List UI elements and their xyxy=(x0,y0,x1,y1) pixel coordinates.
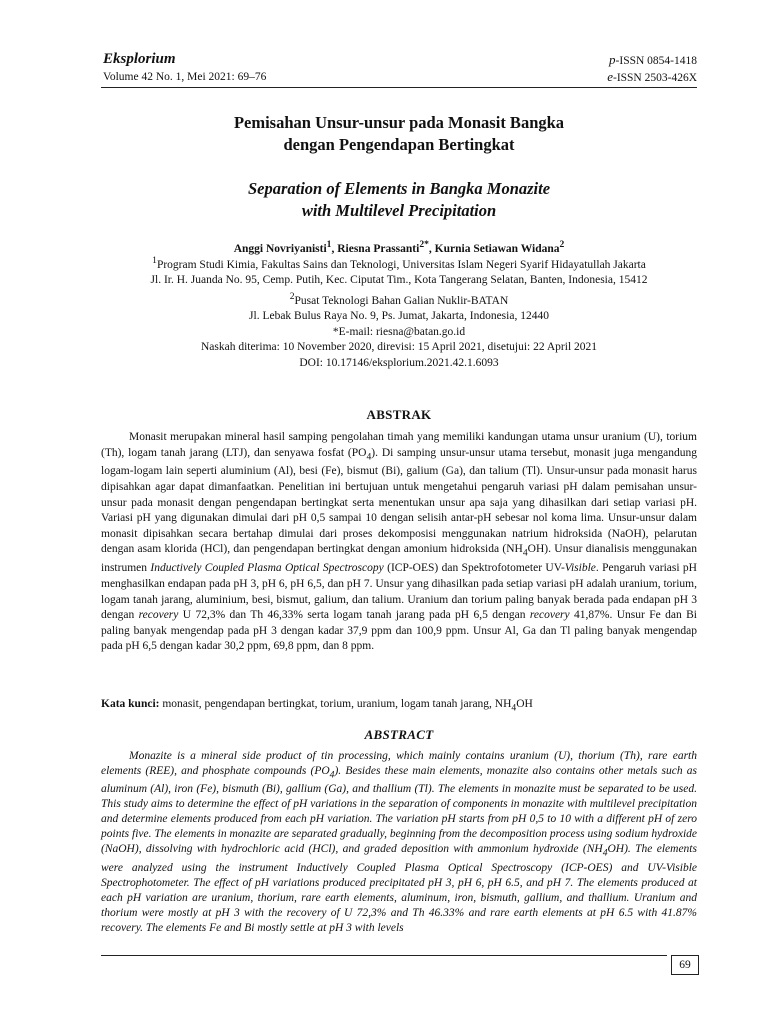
page-number: 69 xyxy=(671,955,699,975)
running-header-left xyxy=(103,50,266,85)
submission-dates xyxy=(101,339,697,371)
abstract-heading: ABSTRACT xyxy=(364,727,434,742)
affiliations: $^1$Program Studi Kimia, Fakultas Sains dan Teknologi, Universitas Islam Negeri Syarif Hidayatullah Jakarta Jl. Ir. H. Juanda No. 95, Cemp. Putih, Kec. Ciputat Tim., Kota Tangerang Selatan, Banten, Indonesia, 15412 $^2$Pusat Teknologi Bahan Galian Nuklir-BATAN Jl. Lebak Bulus Raya No. 9, Ps. Jumat, Jakarta, Indonesia, 12440 *E-mail: riesna@batan.go.id xyxy=(101,253,697,340)
received-dates: Naskah diterima: 10 November 2020, direvisi: 15 April 2021, disetujui: 22 April 2021 xyxy=(200,341,598,353)
keywords: Kata kunci: monasit, pengendapan bertingkat, torium, uranium, logam tanah jarang, $NH_4OH$ xyxy=(101,698,533,714)
print-issn: p-ISSN 0854-1418 xyxy=(609,52,697,67)
abstrak-heading: ABSTRAK xyxy=(366,407,432,422)
electronic-issn: e-ISSN 2503-426X xyxy=(607,69,697,84)
footer-rule xyxy=(101,955,667,956)
author-list: Anggi Novriyanisti$^1$, Riesna Prassanti$^{2*}$, Kurnia Setiawan Widana$^2$ xyxy=(233,239,565,255)
journal-name: Eksplorium xyxy=(103,51,176,67)
volume-info: Volume 42 No. 1, Mei 2021: 69–76 xyxy=(103,71,267,83)
running-header-right xyxy=(607,52,697,86)
title-english: Separation of Elements in Bangka Monazite with Multilevel Precipitation xyxy=(247,179,551,220)
header-rule xyxy=(101,87,697,88)
corresponding-email: *E-mail: riesna@batan.go.id xyxy=(332,325,466,338)
title-indonesian: Pemisahan Unsur-unsur pada Monasit Bangka dengan Pengendapan Bertingkat xyxy=(233,113,565,154)
doi: DOI: 10.17146/eksplorium.2021.42.1.6093 xyxy=(299,357,499,369)
abstrak-body: Monasit merupakan mineral hasil samping pengolahan timah yang memiliki kandungan utama unsur uranium (U), torium (Th), logam tanah jarang (LTJ), dan senyawa fosfat $(PO_4)$. Di samping unsur-unsur utama tersebut, monasit juga mengandung logam-logam lain seperti aluminium (Al), besi (Fe), bismut (Bi), galium (Ga), dan talium (Tl). Unsur-unsur pada monasit harus dipisahkan agar dapat dimanfaatkan. Penelitian ini bertujuan untuk mengetahui pengaruh variasi pH dalam pemisahan unsur-unsur pada monasit dengan pengendapan bertingkat serta menentukan unsur apa saja yang dihasilkan dari setiap variasi pH. Variasi pH yang digunakan dimulai dari pH 0,5 sampai 10 dengan selisih antar-pH sebesar nol koma lima. Unsur-unsur dalam monasit dipisahkan secara bertahap dimulai dari proses dekomposisi menggunakan natrium hidroksida (NaOH), pelarutan dengan asam klorida (HCl), dan pengendapan bertingkat dengan amonium hidroksida $(NH_4OH)$. Unsur dianalisis menggunakan instrumen Inductively Coupled Plasma Optical Spectroscopy (ICP-OES) dan Spektrofotometer UV-Visible. Pengaruh variasi pH menghasilkan endapan pada pH 3, pH 6, pH 6,5, dan pH 7. Unsur yang dihasilkan pada setiap variasi pH adalah uranium, torium, logam tanah jarang, aluminium, besi, bismut, galium, dan talium. Uranium dan torium paling banyak berada pada endapan pH 3 dengan recovery U 72,3% dan Th 46,33% serta logam tanah jarang pada pH 6,5 dengan recovery 41,87%. Unsur Fe dan Bi paling banyak mengendap pada pH 3 dengan kadar 37,9 ppm dan 100,9 ppm. Unsur Al, Ga dan Tl paling banyak mengendap pada pH 6,5 dengan kadar 30,2 ppm, 69,8 ppm, dan 8 ppm. xyxy=(101,431,697,653)
abstract-body: Monazite is a mineral side product of tin processing, which mainly contains uranium (U), thorium (Th), rare earth elements (REE), and phosphate compounds $(PO_4)$. Besides these main elements, monazite also contains other metals such as aluminum (Al), iron (Fe), bismuth (Bi), gallium (Ga), and thallium (Tl). The elements in monazite must be separated to be used. This study aims to determine the effect of pH variations in the separation of components in monazite with multilevel precipitation and determine elements produced from each pH variation. The variation pH starts from pH 0,5 to 10 with a different pH of zero points five. The elements in monazite are separated gradually, beginning from the decomposition process using sodium hydroxide (NaOH), dissolving with hydrochloric acid (HCl), and graded deposition with ammonium hydroxide $(NH_4OH)$. The elements were analyzed using the instrument Inductively Coupled Plasma Optical Spectroscopy (ICP-OES) and UV-Visible Spectrophotometer. The effect of pH variations produced precipitated pH 3, pH 6, pH 6.5, and pH 7. The elements produced at each pH variation are uranium, thorium, rare earth elements, aluminum, iron, bismuth, gallium, and thallium. Uranium and thorium were mostly at pH 3 with the recovery of U 72,3% and Th 46.33% and rare earth elements at pH 6.5 with 41.87% recovery. The elements Fe and Bi mostly settle at pH 3 with levels xyxy=(101,750,697,934)
